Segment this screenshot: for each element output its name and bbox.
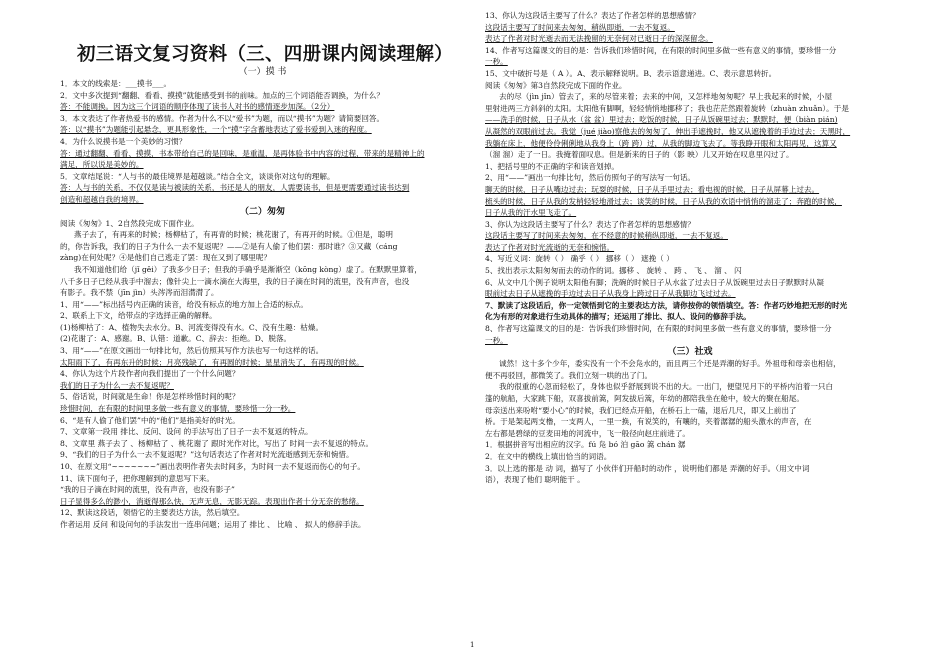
text-line: 我不知道他们给（jǐ gěi）了我多少日子；但我的手确乎是渐渐空（kōng kòng）虚了。在默默里算着， xyxy=(74,264,422,274)
text-line: 答：以“摸书”为题能引起悬念，更具形象性，一个“摸”字含蓄地表达了爱书爱到入迷的程度。 xyxy=(60,125,372,135)
text-line: 9、“我们的日子为什么一去不复返呢？”这句话表达了作者对时光流逝感到无奈和惋惜。 xyxy=(60,450,354,460)
text-line: 3、用“——”在原文画出一句排比句，然后仿照其写作方法也写一句这样的话。 xyxy=(60,346,324,356)
text-line: 太阳雨下了，有再东升的时候；月亮残缺了，有再圆的时候；星星消失了，有再现的时候。 xyxy=(60,357,364,367)
right-column xyxy=(485,10,895,486)
text-line: 里射进两三方斜斜的太阳。太阳他有脚啊，轻轻悄悄地挪移了；我也茫茫然跟着旋转（zhuàn zhuǎn）。于是 xyxy=(485,103,849,113)
page-number: 1 xyxy=(470,641,475,649)
text-line: 作者运用 反问 和设问句的手法发出一连串问题；运用了 排比 、 比喻 、 拟人的修辞手法。 xyxy=(60,519,366,529)
section-heading: （三）社戏 xyxy=(667,347,713,358)
text-line: 4、你认为这个片段作者向我们提出了一个什么问题？ xyxy=(60,369,240,379)
text-line: 11、读下面句子，把你理解到的意思写下来。 xyxy=(60,473,214,483)
text-line: 表达了作者对时光流逝的无奈和惋惜。 xyxy=(485,242,615,252)
text-line: 从凝然的双眼前过去。我觉（jué jiào)察他去的匆匆了，伸出手遮挽时，他又从遮挽着的手边过去；天黑时， xyxy=(485,126,851,136)
text-line: 2．在文中的横线上填出恰当的词语。 xyxy=(485,451,612,461)
text-line: 8、作者写这篇课文的目的是：告诉我们珍惜时间，在有限的时间里多做一些有意义的事情，要珍惜一分 xyxy=(485,324,832,334)
text-line: 2、联系上下文，给带点的字选择正确的解释。 xyxy=(60,311,217,321)
text-line: 阅读《匆匆》第3自然段完成下面的作业。 xyxy=(485,80,627,90)
text-line: 7、文章第一段用 排比、反问、设问 的手法写出了日子一去不复返的特点。 xyxy=(60,427,313,437)
text-line: 7、默读了这段话后，你一定领悟到它的主要表达方法，请你按你的领悟填空。答：作者巧妙地把无形的时光 xyxy=(485,300,848,310)
text-line: 语），表现了他们 聪明能干 。 xyxy=(485,475,585,485)
text-line: 4、写近义词：旋转（ ） 确乎（ ） 挪移（ ） 遮挽（ ） xyxy=(485,254,674,264)
text-line: 2、用“——”画出一句排比句，然后仿照句子的写法写一句话。 xyxy=(485,173,696,183)
text-line: 诚然！这十多个少年，委实没有一个不会凫水的，而且两三个还是弄潮的好手。外祖母和母亲也相信， xyxy=(499,359,841,369)
text-line: 3．以上选的都是 动 词，描写了 小伙伴们开船时的动作 ，说明他们都是 弄潮的好手。（用文中词 xyxy=(485,463,810,473)
text-line: (2)花谢了：A、感谢。B、认错：道歉。C、辞去：拒绝。D、脱落。 xyxy=(60,334,292,344)
text-line: 满足，所以说是美妙的。 xyxy=(60,160,144,170)
text-line: 1．根据拼音写出相应的汉字。fú 凫 bó 泊 gāo 篙 chán 潺 xyxy=(485,440,686,450)
left-column xyxy=(60,66,465,531)
text-line: 1．本文的线索是：___摸书___。 xyxy=(60,79,172,88)
text-line: 12、默读这段话，领悟它的主要表达方法，然后填空。 xyxy=(60,508,245,518)
text-line: 梳头的时候，日子从我的发梢轻轻地滑过去；谈笑的时候，日子从我的欢语中悄悄的溜走了；奔跑的时候， xyxy=(485,196,842,206)
text-line: 眼前过去日子从遮挽的手边过去日子从我身上跨过日子从我脚边飞过过去。 xyxy=(485,289,736,299)
text-line: 我的很重的心忽而轻松了，身体也似乎舒展到说不出的大。一出门，便望见月下的平桥内泊着一只白 xyxy=(499,382,834,392)
text-line: 5、俗话说，时间就是生命！你是怎样珍惜时间的呢？ xyxy=(60,392,240,402)
text-line: 左右都是碧绿的豆麦田地的河流中，飞一般径向赵庄前进了。 xyxy=(485,428,691,438)
text-line: (1)杨柳枯了：A、植物失去水分。B、河流变得没有水。C、没有生趣：枯燥。 xyxy=(60,322,324,332)
text-line: 我躺在床上，他便伶伶俐俐地从我身上（跨 跨）过，从我的脚边飞去了。等我睁开眼和太阳再见，这算又 xyxy=(485,138,837,148)
text-line: 表达了作者对时光逝去而无法挽留的无奈何对已逝日子的深深留念。 xyxy=(485,34,713,44)
text-line: 的，你告诉我，我们的日子为什么一去不复返呢？——②是有人偷了他们罢：那时谁？③又藏（cáng xyxy=(60,241,398,251)
text-line: 3、你认为这段话主要写了什么？表达了作者怎样的思想感情？ xyxy=(485,219,695,229)
text-line: 一秒。 xyxy=(485,335,508,345)
text-line: 便不再驳回，都微笑了。我们立刻一哄的出了门。 xyxy=(485,370,653,380)
text-line: 这段话主要写了时间来去匆匆，稍纵即逝，一去不复返。 xyxy=(485,22,675,32)
text-line: “我的日子滴在时间的流里，没有声音，也没有影子” xyxy=(60,485,235,495)
text-line: 有影子。我不禁（jīn jìn）头涔涔而泪潸潸了。 xyxy=(60,288,219,298)
section-heading: （二）匆匆 xyxy=(239,206,285,217)
text-line: 答：人与书的关系，不仅仅是读与被读的关系，书还是人的朋友，人需要读书，但是更需要通过读书达到 xyxy=(60,183,410,193)
section-heading: （一）摸 书 xyxy=(238,67,287,77)
text-line: 3．本文表达了作者热爱书的感情。作者为什么不以“爱书”为题，而以“摸书”为题？请简要回答。 xyxy=(60,113,385,123)
text-line: 答：不能调换。因为这三个词语的顺序体现了读书人对书的感情逐步加深。（2分） xyxy=(60,102,335,112)
text-line: 燕子去了，有再来的时候；杨柳枯了，有再青的时候；桃花谢了，有再开的时候。①但是，聪明 xyxy=(74,230,393,240)
text-line: 4．为什么说摸书是一个美妙的习惯？ xyxy=(60,136,187,146)
text-line: 2．文中多次提到“翻翻、看看、摸摸”就能感受到书的前味。加点的三个词语能否调换，为什么？ xyxy=(60,90,384,100)
text-line: 母亲送出来吩咐“要小心”的时候，我们已经点开船，在桥石上一磕，退后几尺，即又上前出了 xyxy=(485,405,797,415)
text-line: 8、文章里 燕子去了 、杨柳枯了 、桃花谢了 跟时光作对比，写出了 时间一去不复返的特点。 xyxy=(60,438,374,448)
text-line: 去的尽（jìn jǐn）管去了，来的尽管来着；去来的中间，又怎样地匆匆呢？早上我起来的时候，小屋 xyxy=(499,92,833,102)
text-line: 1、把括号里的不正确的字和读音划掉。 xyxy=(485,161,619,171)
text-line: ——洗手的时候，日子从水（盆 盆）里过去；吃饭的时候，日子从饭碗里过去；默默时，便（biàn pián) xyxy=(485,115,838,125)
text-line: 10、在原文用“~~~~~~~”画出表明作者失去时间多，为时间一去不复返而伤心的句子。 xyxy=(60,462,365,471)
text-line: zàng)在何处呢？④是他们自己逃走了罢：现在又到了哪里呢？ xyxy=(60,253,272,263)
text-line: 答：通过翻翻、看看、摸摸，书本带给自己的是回味，是重温，是再体验书中内容的过程，带来的是精神上的 xyxy=(60,148,425,158)
text-line: 一秒。 xyxy=(485,57,508,67)
text-line: 5、找出表示太阳匆匆而去的动作的词。挪移 、 旋转 、 跨 、 飞 、 溜 、 闪 xyxy=(485,266,742,276)
text-line: 6、从文中几个例子说明太阳他有脚；洗碗的时候日子从水盆了过去日子从饭碗里过去日子默默时从凝 xyxy=(485,277,824,287)
text-line: （溜 溜）走了一日。我掩着面叹息。但是新来的日子的（影 映）儿又开始在叹息里闪过了。 xyxy=(485,150,794,160)
text-line: 日子显得多么的渺小，消逝得那么快，无声无息，无影无踪。表现出作者十分无奈的愁绪。 xyxy=(60,496,364,506)
text-line: 这段话主要写了时间来去匆匆，在不经意的时候稍纵即逝，一去不复返。 xyxy=(485,231,728,241)
text-line: 聊天的时候，日子从嘴边过去；玩耍的时候，日子从手里过去；看电视的时候，日子从屏幕上过去。 xyxy=(485,184,820,194)
text-line: 化为有形的对象进行生动具体的描写；还运用了排比、拟人、设问的修辞手法。 xyxy=(485,312,751,322)
text-line: 6、“是有人偷了他们罢”中的“他们”是指美好的时光。 xyxy=(60,415,240,425)
page-title: 初三语文复习资料（三、四册课内阅读理解） xyxy=(76,44,453,65)
text-line: 15、文中破折号是（ A ）。A、表示解释说明。B、表示语意递进。C、表示意思转折。 xyxy=(485,68,777,78)
text-line: 八千多日子已经从我手中溜去；像针尖上一滴水滴在大海里，我的日子滴在时间的流里，没有声音，也没 xyxy=(60,276,410,286)
text-line: 日子从我的汗水里飞走了。 xyxy=(485,208,577,218)
text-line: 珍惜时间，在有限的时间里多做一些有意义的事情，要珍惜一分一秒。 xyxy=(60,404,296,414)
text-line: 14、作者写这篇课文的目的是：告诉我们珍惜时间，在有限的时间里多做一些有意义的事情，要珍惜一分 xyxy=(485,45,837,55)
text-line: 我们的日子为什么一去不复返呢？ xyxy=(60,380,174,390)
text-line: 13、你认为这段话主要写了什么？表达了作者怎样的思想感情？ xyxy=(485,11,700,20)
text-line: 桥。于是架起两支橹，一支两人，一里一换，有说笑的，有嚷的，夹着潺潺的船头激水的声音，在 xyxy=(485,417,812,427)
text-line: 阅读《匆匆》1、2自然段完成下面作业。 xyxy=(60,218,199,228)
text-line: 1、用“——”标出括号内正确的读音，给没有标点的地方加上合适的标点。 xyxy=(60,299,308,309)
text-line: 创造和超越自我的境界。 xyxy=(60,194,144,204)
text-line: 篷的航船，大家跳下船，双喜拔前篙，阿发拔后篙，年幼的都陪我坐在舱中，较大的聚在船尾。 xyxy=(485,394,804,403)
text-line: 5．文章结尾说：“人与书的最佳境界是超越谈。”结合全文，谈谈你对这句的理解。 xyxy=(60,171,335,181)
